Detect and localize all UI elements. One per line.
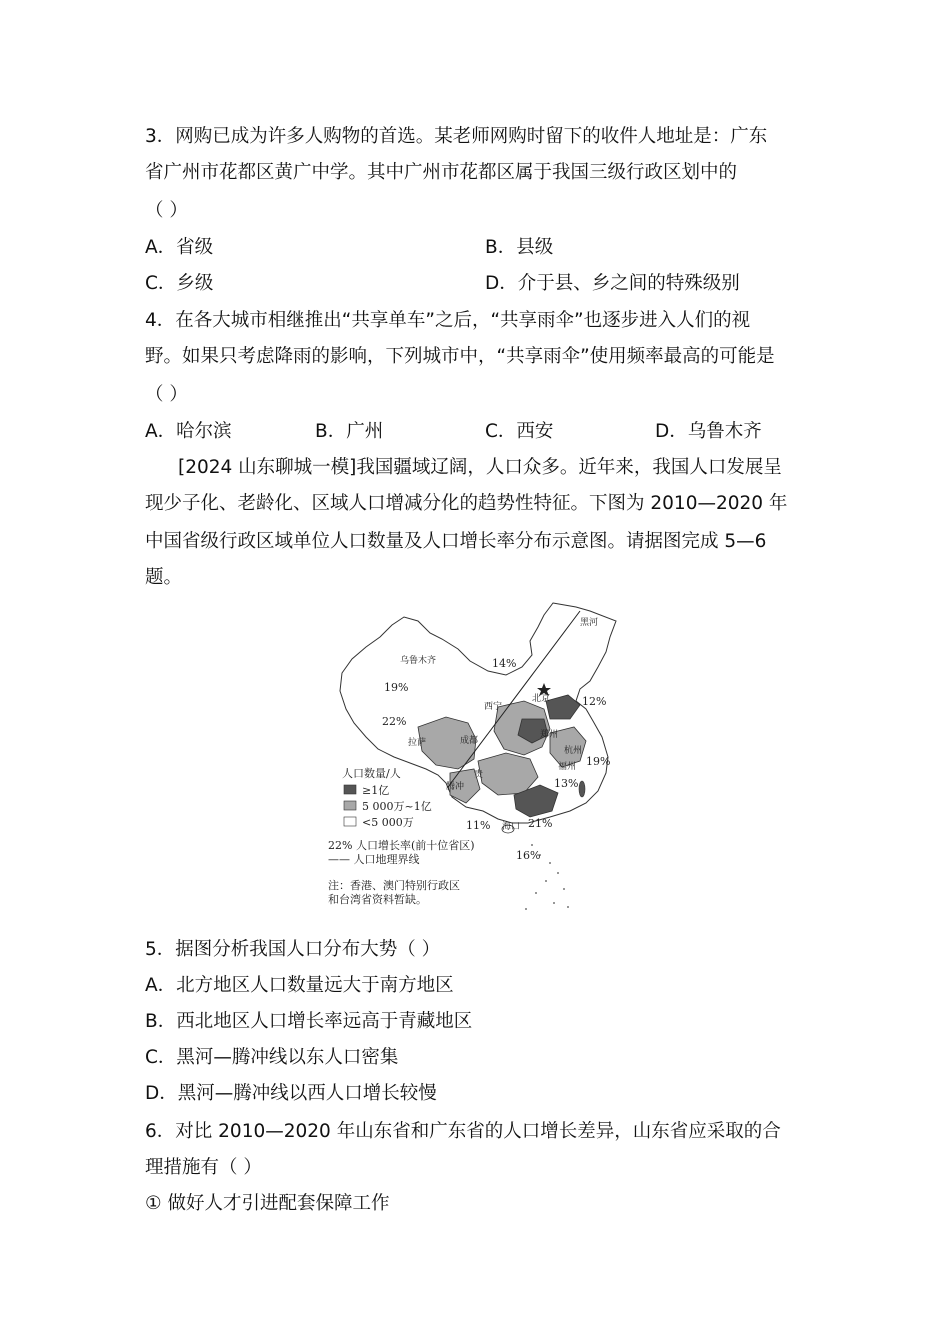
intro-line-2: 现少子化、老龄化、区域人口增减分化的趋势性特征。下图为 2010—2020 年 [145, 493, 788, 514]
label-zhengzhou: 郑州 [540, 730, 559, 740]
label-lhasa: 拉萨 [408, 738, 427, 748]
rate-label: 19% [586, 755, 611, 768]
taiwan-island [579, 781, 585, 797]
q3-option-d: D．介于县、乡之间的特殊级别 [485, 273, 740, 294]
rate-label: 22% [382, 715, 407, 728]
legend-line-note: —— 人口地理界线 [328, 853, 420, 866]
legend-item-light: <5 000万 [362, 816, 414, 829]
q5-option-d: D．黑河—腾冲线以西人口增长较慢 [145, 1083, 437, 1104]
q4-option-a: A．哈尔滨 [145, 421, 232, 442]
q3-stem-line-2: 省广州市花都区黄广中学。其中广州市花都区属于我国三级行政区划中的 [145, 162, 738, 183]
china-population-map [318, 597, 636, 922]
legend-swatch-dark [344, 785, 356, 794]
rate-label: 13% [554, 777, 579, 790]
q4-option-d: D．乌鲁木齐 [655, 421, 762, 442]
q3-option-b: B．县级 [485, 237, 554, 258]
rate-label: 14% [492, 657, 517, 670]
label-chengdu: 成都 [460, 736, 479, 746]
legend-title: 人口数量/人 [342, 767, 401, 780]
q4-option-b: B．广州 [315, 421, 384, 442]
q5-option-c: C．黑河—腾冲线以东人口密集 [145, 1047, 399, 1068]
rate-label: 19% [384, 681, 409, 694]
q3-option-c: C．乡级 [145, 273, 214, 294]
q4-stem-line-3: （ ） [145, 384, 188, 405]
intro-line-3: 中国省级行政区域单位人口数量及人口增长率分布示意图。请据图完成 5—6 [145, 531, 767, 552]
legend-swatch-mid [344, 801, 356, 810]
q3-option-a: A．省级 [145, 237, 214, 258]
q4-stem-line-2: 野。如果只考虑降雨的影响，下列城市中，“共享雨伞”使用频率最高的可能是 [145, 346, 775, 367]
label-xining: 西宁 [484, 702, 503, 712]
label-urumqi: 乌鲁木齐 [400, 656, 437, 666]
label-fuzhou: 福州 [558, 762, 577, 772]
q6-stem-line-1: 6．对比 2010—2020 年山东省和广东省的人口增长差异，山东省应采取的合 [145, 1121, 781, 1142]
label-guiyang: 贵 [474, 770, 484, 780]
label-heihe: 黑河 [580, 618, 599, 628]
q5-option-a: A．北方地区人口数量远大于南方地区 [145, 975, 454, 996]
q6-stem-line-2: 理措施有（ ） [145, 1157, 262, 1178]
q3-stem-line-1: 3．网购已成为许多人购物的首选。某老师网购时留下的收件人地址是：广东 [145, 126, 768, 147]
legend-note-2: 和台湾省资料暂缺。 [328, 893, 427, 906]
rate-label: 12% [582, 695, 607, 708]
legend-swatch-light [344, 817, 356, 826]
q6-item-1: ① 做好人才引进配套保障工作 [145, 1193, 390, 1214]
legend-note-1: 注：香港、澳门特别行政区 [328, 879, 460, 892]
legend-item-dark: ≥1亿 [362, 784, 390, 797]
rate-label: 16% [516, 849, 541, 862]
label-tengchong: 腾冲 [446, 782, 465, 792]
q4-option-c: C．西安 [485, 421, 554, 442]
label-beijing: 北京 [532, 694, 551, 704]
intro-line-4: 题。 [145, 567, 183, 588]
rate-label: 11% [466, 819, 491, 832]
q4-stem-line-1: 4．在各大城市相继推出“共享单车”之后，“共享雨伞”也逐步进入人们的视 [145, 310, 751, 331]
legend-item-mid: 5 000万~1亿 [362, 800, 432, 813]
label-hangzhou: 杭州 [564, 746, 583, 756]
legend-rate-note: 22% 人口增长率(前十位省区) [328, 839, 475, 852]
q5-stem: 5．据图分析我国人口分布大势（ ） [145, 939, 441, 960]
label-haikou: 海口 [502, 822, 521, 832]
q3-stem-line-3: （ ） [145, 200, 188, 221]
rate-label: 21% [528, 817, 553, 830]
q5-option-b: B．西北地区人口增长率远高于青藏地区 [145, 1011, 473, 1032]
intro-line-1: [2024 山东聊城一模]我国疆域辽阔，人口众多。近年来，我国人口发展呈 [178, 457, 782, 478]
